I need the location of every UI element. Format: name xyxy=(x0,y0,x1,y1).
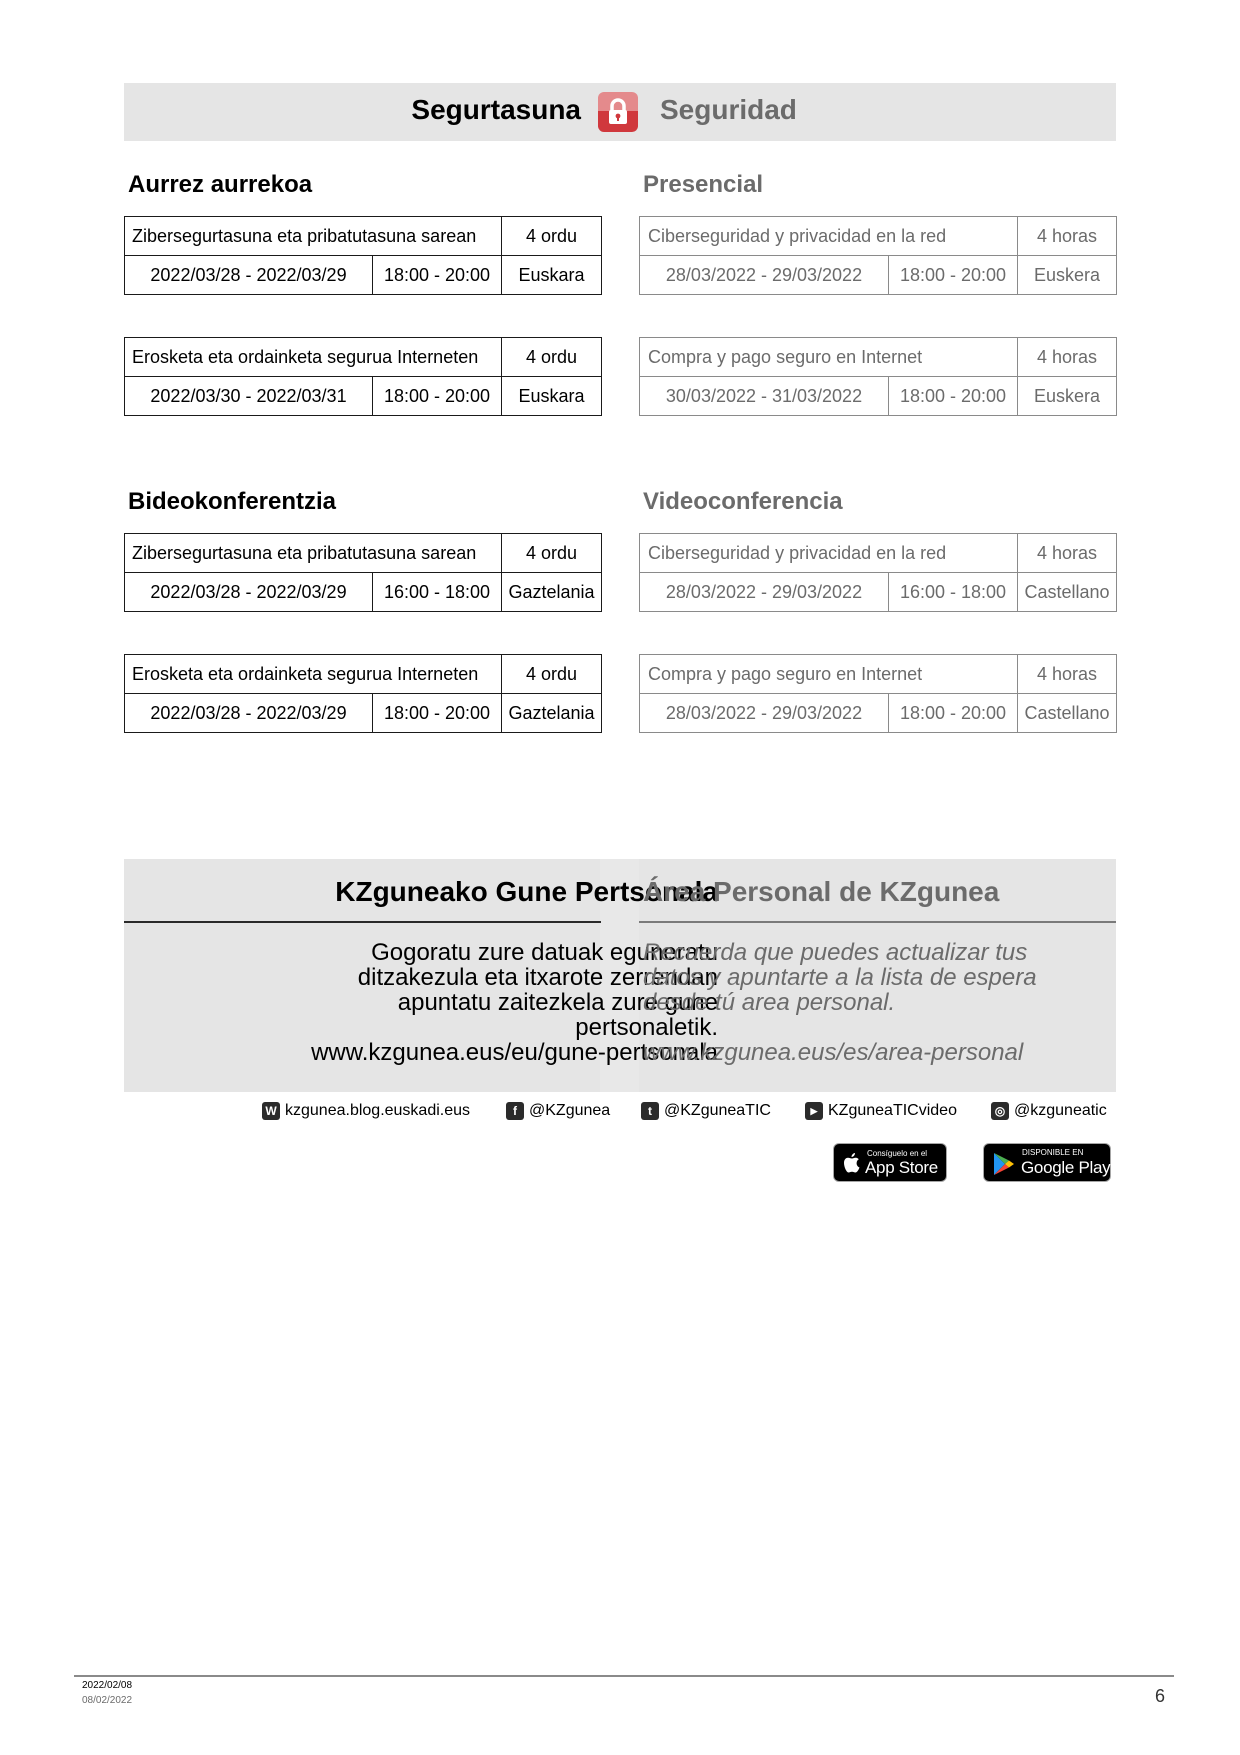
divider xyxy=(639,921,1116,923)
table-row xyxy=(640,377,1117,416)
course-hours: 4 ordu xyxy=(502,217,602,256)
table-row xyxy=(125,573,602,612)
text-line: apuntatu zaitezkela zure gune xyxy=(397,989,718,1016)
table-row xyxy=(640,338,1117,377)
course-table-es xyxy=(639,654,1117,733)
page-number: 6 xyxy=(1155,1686,1166,1706)
table-row xyxy=(640,573,1117,612)
table-row xyxy=(125,534,602,573)
course-table-es xyxy=(639,216,1117,295)
course-hours: 4 ordu xyxy=(502,338,602,377)
course-name: Ciberseguridad y privacidad en la red xyxy=(640,217,1018,256)
course-language: Gaztelania xyxy=(502,694,602,733)
social-link-twitter[interactable] xyxy=(641,1100,771,1122)
table-row xyxy=(640,655,1117,694)
course-hours: 4 ordu xyxy=(502,655,602,694)
table-row xyxy=(640,694,1117,733)
course-language: Euskera xyxy=(1018,256,1117,295)
course-time: 18:00 - 20:00 xyxy=(889,377,1018,416)
course-dates: 28/03/2022 - 29/03/2022 xyxy=(640,573,889,612)
app-store-badge[interactable] xyxy=(833,1143,947,1182)
course-table-es xyxy=(639,337,1117,416)
youtube-icon: ▶ xyxy=(805,1102,823,1120)
course-hours: 4 horas xyxy=(1018,534,1117,573)
heading-video-es: Videoconferencia xyxy=(643,488,843,515)
course-language: Euskara xyxy=(502,256,602,295)
text-line: Gogoratu zure datuak eguneratu xyxy=(371,939,718,966)
course-time: 18:00 - 20:00 xyxy=(373,694,502,733)
instagram-icon: ◎ xyxy=(991,1102,1009,1120)
course-time: 18:00 - 20:00 xyxy=(373,256,502,295)
course-language: Gaztelania xyxy=(502,573,602,612)
personal-area-link-es[interactable]: www.kzgunea.eus/es/area-personal xyxy=(643,1039,1024,1066)
divider xyxy=(124,921,601,923)
course-dates: 30/03/2022 - 31/03/2022 xyxy=(640,377,889,416)
google-play-badge[interactable] xyxy=(983,1143,1111,1182)
personal-area-text-es xyxy=(643,940,1103,1065)
wordpress-icon: W xyxy=(262,1102,280,1120)
table-row xyxy=(125,655,602,694)
course-dates: 2022/03/30 - 2022/03/31 xyxy=(125,377,373,416)
twitter-icon: t xyxy=(641,1102,659,1120)
heading-video-eu: Bideokonferentzia xyxy=(128,488,337,515)
course-language: Castellano xyxy=(1018,573,1117,612)
personal-area-heading-es: Área Personal de KZgunea xyxy=(643,876,1000,907)
footer-date-es: 08/02/2022 xyxy=(82,1695,133,1706)
course-hours: 4 horas xyxy=(1018,655,1117,694)
course-dates: 2022/03/28 - 2022/03/29 xyxy=(125,694,373,733)
course-language: Euskara xyxy=(502,377,602,416)
table-row xyxy=(640,256,1117,295)
app-store-label: App Store xyxy=(865,1158,938,1177)
table-row xyxy=(125,338,602,377)
course-table-eu xyxy=(124,337,602,416)
course-table-eu xyxy=(124,533,602,612)
table-row xyxy=(125,377,602,416)
course-time: 16:00 - 18:00 xyxy=(373,573,502,612)
footer-divider xyxy=(74,1675,1174,1677)
google-play-label: Google Play xyxy=(1021,1158,1111,1177)
table-row xyxy=(125,694,602,733)
lock-icon xyxy=(598,92,638,132)
text-line: datos y apuntarte a la lista de espera xyxy=(643,964,1037,991)
course-name: Zibersegurtasuna eta pribatutasuna sarean xyxy=(125,217,502,256)
section-header-band xyxy=(124,83,1116,141)
course-hours: 4 horas xyxy=(1018,338,1117,377)
course-name: Erosketa eta ordainketa segurua Interneten xyxy=(125,338,502,377)
social-label: @KZguneaTIC xyxy=(664,1102,771,1119)
course-dates: 28/03/2022 - 29/03/2022 xyxy=(640,256,889,295)
footer-date-eu: 2022/02/08 xyxy=(82,1680,133,1691)
course-time: 18:00 - 20:00 xyxy=(373,377,502,416)
course-table-es xyxy=(639,533,1117,612)
course-table-eu xyxy=(124,216,602,295)
table-row xyxy=(640,534,1117,573)
course-name: Erosketa eta ordainketa segurua Interneten xyxy=(125,655,502,694)
course-dates: 2022/03/28 - 2022/03/29 xyxy=(125,573,373,612)
course-hours: 4 ordu xyxy=(502,534,602,573)
course-name: Zibersegurtasuna eta pribatutasuna sarean xyxy=(125,534,502,573)
course-time: 16:00 - 18:00 xyxy=(889,573,1018,612)
personal-area-box xyxy=(124,859,1116,1092)
course-name: Compra y pago seguro en Internet xyxy=(640,338,1018,377)
social-label: @kzguneatic xyxy=(1014,1102,1107,1119)
course-language: Euskera xyxy=(1018,377,1117,416)
facebook-icon: f xyxy=(506,1102,524,1120)
section-title-es: Seguridad xyxy=(660,94,797,125)
course-hours: 4 horas xyxy=(1018,217,1117,256)
section-title-eu: Segurtasuna xyxy=(411,94,581,125)
table-row xyxy=(125,217,602,256)
google-play-icon xyxy=(993,1152,1015,1176)
text-line: desde tú area personal. xyxy=(643,989,896,1016)
social-link-youtube[interactable] xyxy=(805,1100,957,1122)
social-label: KZguneaTICvideo xyxy=(828,1102,957,1119)
text-line: ditzakezula eta itxarote zerrendan xyxy=(357,964,718,991)
social-link-facebook[interactable] xyxy=(506,1100,610,1122)
social-label: kzgunea.blog.euskadi.eus xyxy=(285,1102,471,1119)
personal-area-heading-eu: KZguneako Gune Pertsonala xyxy=(335,876,718,907)
heading-presential-es: Presencial xyxy=(643,171,764,198)
heading-presential-eu: Aurrez aurrekoa xyxy=(128,171,313,198)
course-language: Castellano xyxy=(1018,694,1117,733)
app-store-subtitle: Consíguelo en el xyxy=(867,1149,928,1158)
course-time: 18:00 - 20:00 xyxy=(889,694,1018,733)
table-row xyxy=(125,256,602,295)
social-label: @KZgunea xyxy=(529,1102,611,1119)
text-line: pertsonaletik. xyxy=(575,1014,718,1041)
table-row xyxy=(640,217,1117,256)
course-dates: 2022/03/28 - 2022/03/29 xyxy=(125,256,373,295)
text-line: Recuerda que puedes actualizar tus xyxy=(643,939,1028,966)
course-time: 18:00 - 20:00 xyxy=(889,256,1018,295)
google-play-subtitle: DISPONIBLE EN xyxy=(1022,1148,1084,1157)
course-dates: 28/03/2022 - 29/03/2022 xyxy=(640,694,889,733)
apple-icon xyxy=(843,1152,861,1174)
personal-area-link-eu[interactable]: www.kzgunea.eus/eu/gune-pertsonala xyxy=(311,1039,718,1066)
social-link-blog[interactable] xyxy=(262,1100,470,1122)
course-table-eu xyxy=(124,654,602,733)
social-link-instagram[interactable] xyxy=(991,1100,1107,1122)
course-name: Ciberseguridad y privacidad en la red xyxy=(640,534,1018,573)
course-name: Compra y pago seguro en Internet xyxy=(640,655,1018,694)
